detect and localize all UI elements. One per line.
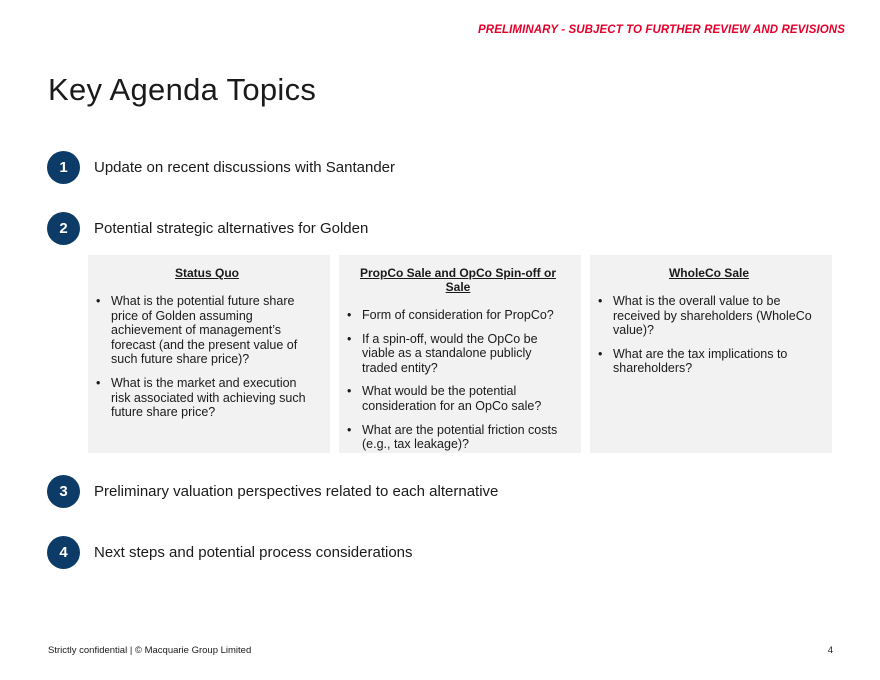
alternative-box-wholeco-sale [590,255,832,453]
agenda-number-badge: 3 [47,475,80,508]
bullet-item: • If a spin-off, would the OpCo be viable as a standalone publicly traded entity? [347,332,569,376]
agenda-item-2 [47,212,368,245]
agenda-number-badge: 2 [47,212,80,245]
alternative-bullet-list [96,294,318,420]
bullet-item: • What are the tax implications to shareholders? [598,347,820,376]
alternative-title: PropCo Sale and OpCo Spin-off or Sale [360,266,556,294]
page-title: Key Agenda Topics [48,72,317,107]
agenda-number-badge: 1 [47,151,80,184]
preliminary-banner: PRELIMINARY - SUBJECT TO FURTHER REVIEW AND REVISIONS [478,24,845,36]
agenda-number-badge: 4 [47,536,80,569]
agenda-item-text: Potential strategic alternatives for Golden [94,220,369,237]
page-number: 4 [827,645,833,656]
bullet-item: • Form of consideration for PropCo? [347,308,569,323]
alternative-title: Status Quo [174,266,239,280]
agenda-item-3 [47,475,498,508]
bullet-item: • What is the overall value to be received by shareholders (WholeCo value)? [598,294,820,338]
alternative-bullet-list [598,294,820,376]
bullet-item: • What is the market and execution risk associated with achieving such future share price? [96,376,318,420]
bullet-item: • What would be the potential consideration for an OpCo sale? [347,384,569,413]
agenda-item-1 [47,151,395,184]
agenda-item-4 [47,536,413,569]
alternative-title: WholeCo Sale [668,266,749,280]
alternative-box-propco-sale [339,255,581,453]
alternative-box-status-quo [88,255,330,453]
bullet-item: • What are the potential friction costs (e.g., tax leakage)? [347,423,569,452]
agenda-item-text: Update on recent discussions with Santander [94,159,396,176]
agenda-item-text: Preliminary valuation perspectives related to each alternative [94,483,499,500]
bullet-item: • What is the potential future share price of Golden assuming achievement of management’s forecast (and the present value of such future share price)? [96,294,318,367]
alternative-bullet-list [347,308,569,452]
agenda-item-text: Next steps and potential process considerations [94,544,413,561]
footer-confidentiality: Strictly confidential | © Macquarie Group Limited [48,645,252,656]
